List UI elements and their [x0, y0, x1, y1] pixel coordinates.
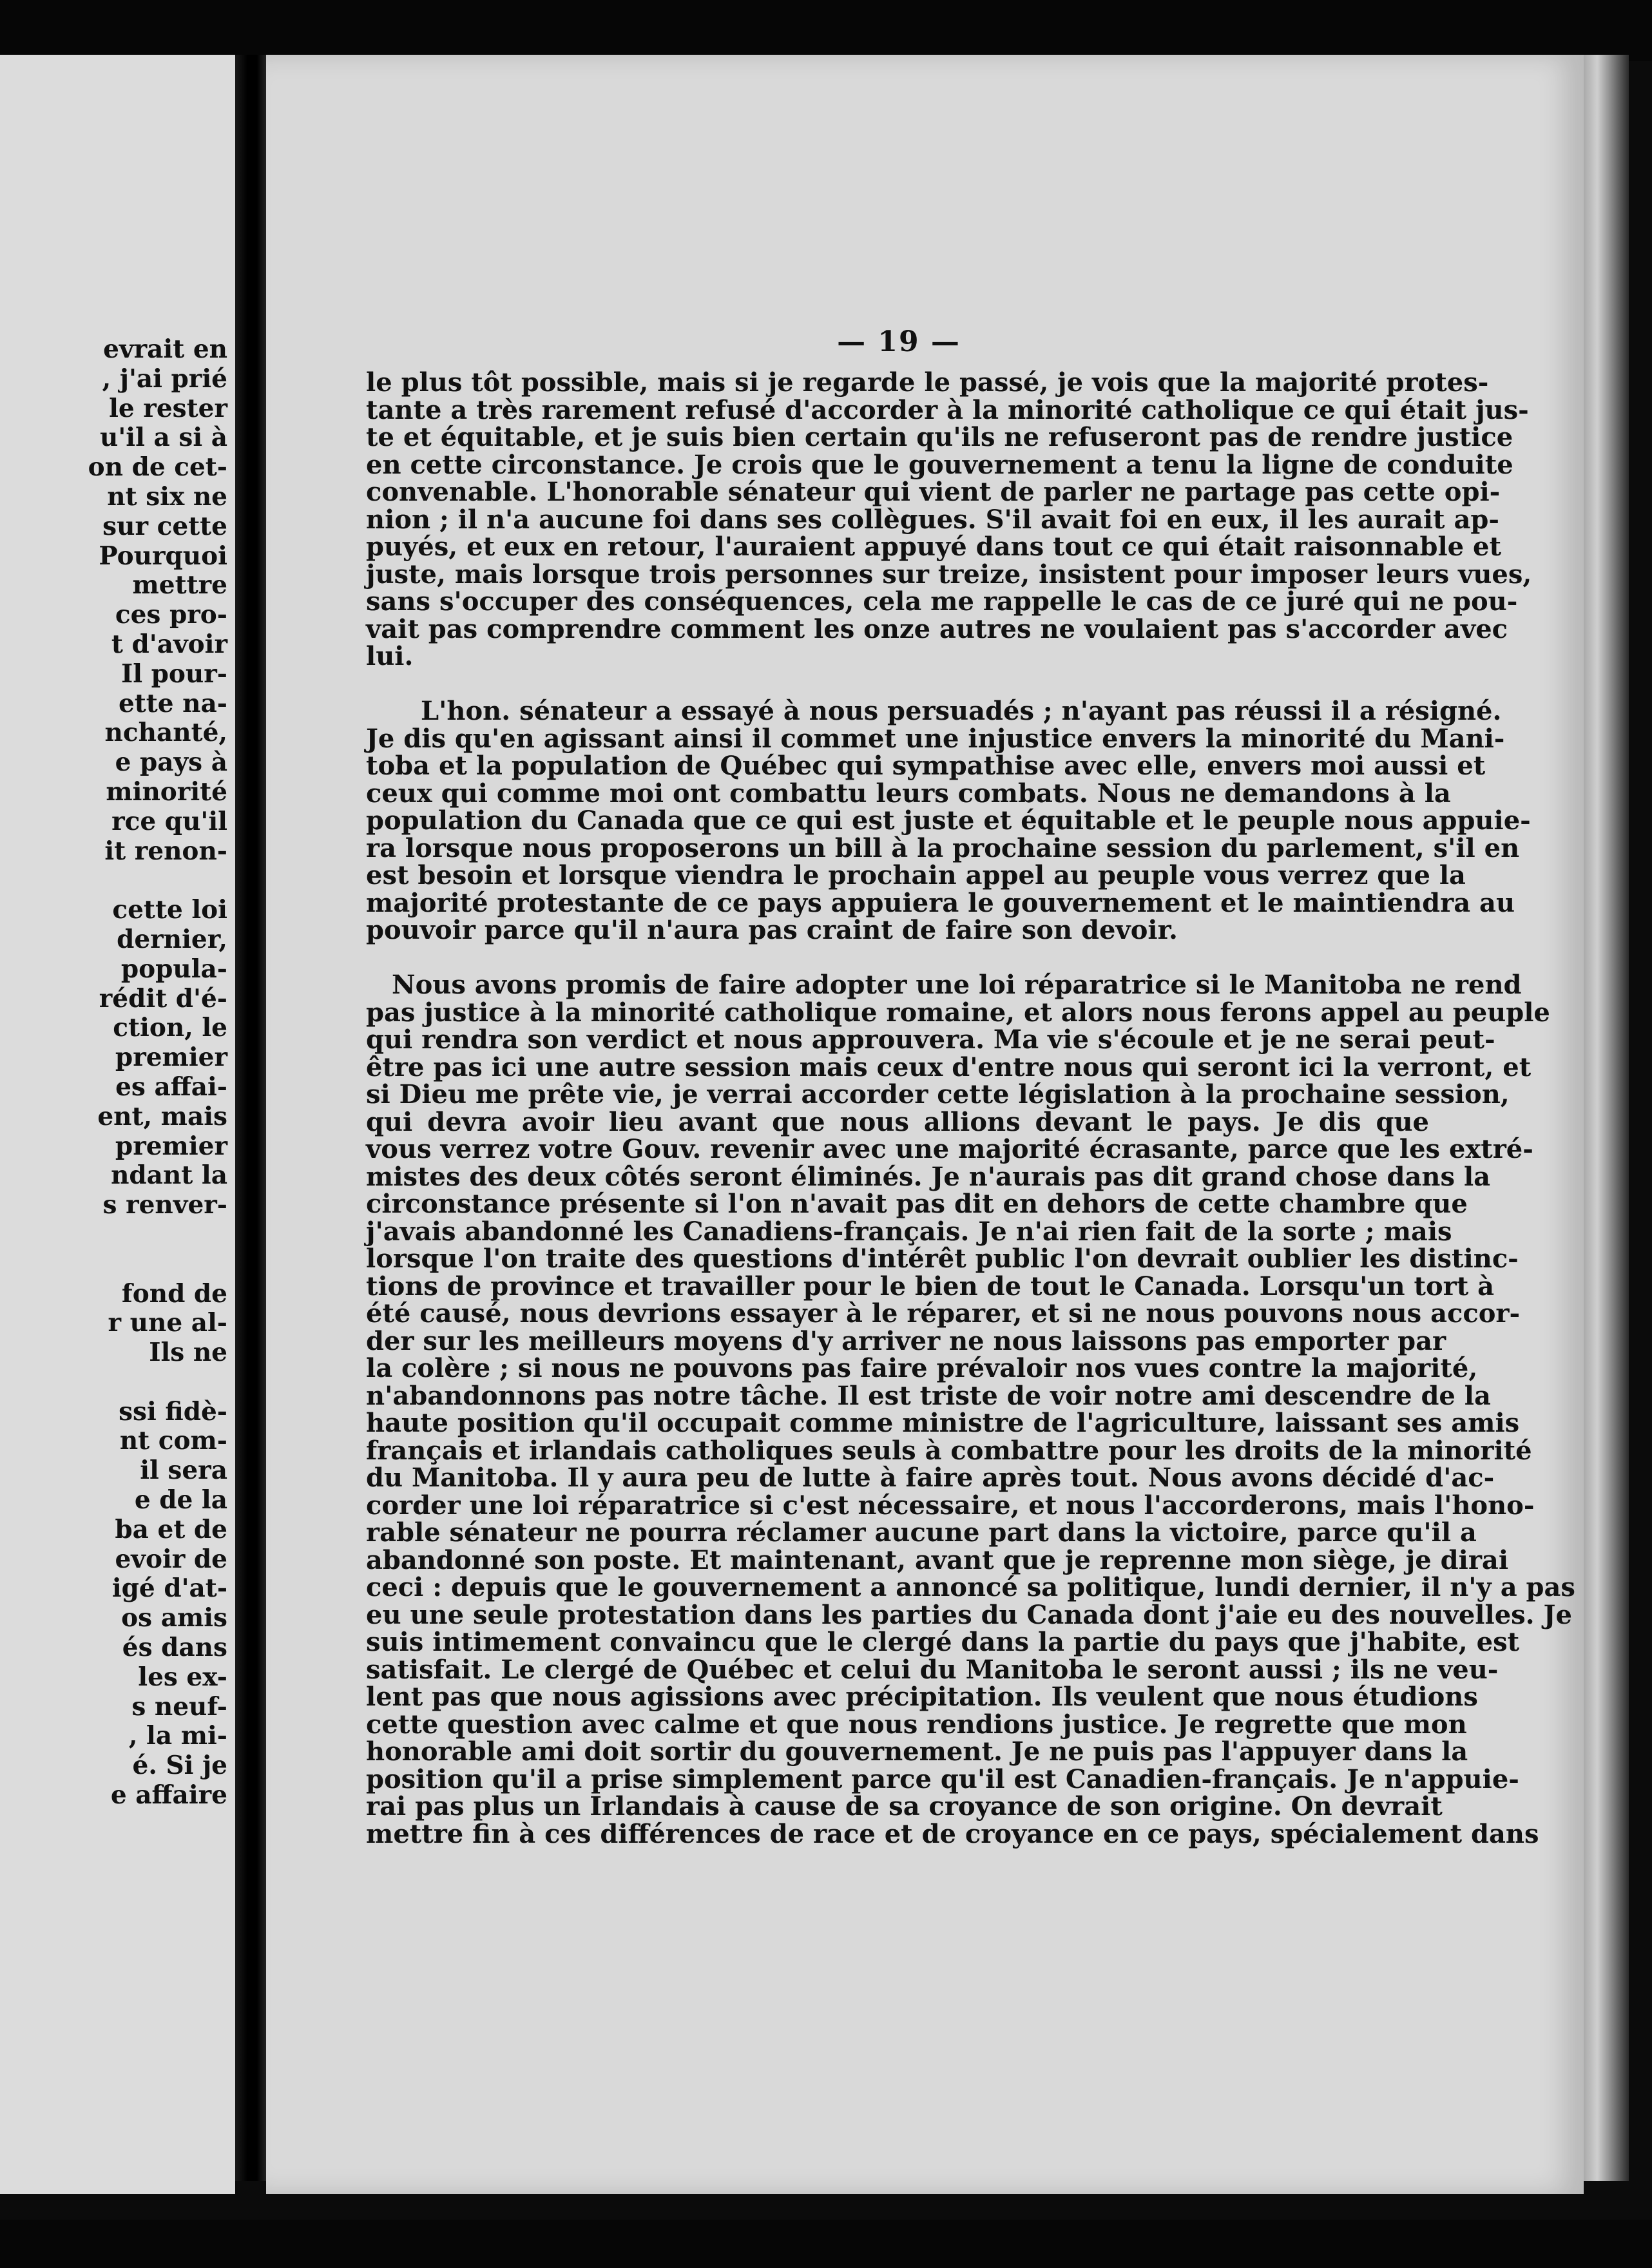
- text-line: toba et la population de Québec qui sympathise avec elle, envers moi aussi et: [366, 751, 1486, 781]
- text-line: qui devra avoir lieu avant que nous allions devant le pays. Je dis que: [366, 1106, 1429, 1137]
- left-column-line: t d'avoir: [111, 629, 227, 659]
- text-line: majorité protestante de ce pays appuiera le gouvernement et le maintiendra au: [366, 887, 1515, 918]
- text-line: rable sénateur ne pourra réclamer aucune part dans la victoire, parce qu'il a: [366, 1517, 1477, 1548]
- text-line: population du Canada que ce qui est juste et équitable et le peuple nous appuie-: [366, 805, 1531, 836]
- left-column-line: minorité: [106, 776, 227, 807]
- text-line: tante a très rarement refusé d'accorder à la minorité catholique ce qui était jus-: [366, 394, 1529, 425]
- text-line: honorable ami doit sortir du gouvernement. Je ne puis pas l'appuyer dans la: [366, 1736, 1468, 1767]
- left-column-line: ba et de: [115, 1514, 227, 1544]
- left-column-line: ette na-: [118, 688, 227, 718]
- text-line: cette question avec calme et que nous rendions justice. Je regrette que mon: [366, 1709, 1467, 1740]
- left-column-line: os amis: [121, 1603, 227, 1633]
- left-column-line: le rester: [109, 393, 227, 423]
- left-column-line: premier: [115, 1131, 227, 1161]
- text-line: en cette circonstance. Je crois que le gouvernement a tenu la ligne de conduite: [366, 449, 1513, 480]
- left-column-gap: [0, 1368, 235, 1398]
- text-line: abandonné son poste. Et maintenant, avant que je reprenne mon siège, je dirai: [366, 1544, 1509, 1575]
- text-line: être pas ici une autre session mais ceux d'entre nous qui seront ici la verront, et: [366, 1052, 1532, 1082]
- left-column-line: ssi fidè-: [119, 1396, 227, 1427]
- text-line: j'avais abandonné les Canadiens-français. Je n'ai rien fait de la sorte ; mais: [366, 1216, 1452, 1247]
- paragraph-3: [366, 970, 1575, 1849]
- text-line: lorsque l'on traite des questions d'intérêt public l'on devrait oublier les distinc-: [366, 1244, 1519, 1274]
- text-line: nion ; il n'a aucune foi dans ses collègues. S'il avait foi en eux, il les aurait ap-: [366, 504, 1499, 535]
- text-line: der sur les meilleurs moyens d'y arriver ne nous laissons pas emporter par: [366, 1325, 1446, 1356]
- left-column-line: on de cet-: [88, 452, 227, 483]
- paragraph-gap: [366, 945, 1429, 972]
- left-column-line: evoir de: [115, 1544, 227, 1574]
- text-line: est besoin et lorsque viendra le prochain appel au peuple vous verrez que la: [366, 860, 1466, 890]
- paragraph-gap: [366, 671, 1429, 698]
- left-column-line: s renver-: [102, 1190, 227, 1220]
- left-column-line: premier: [115, 1043, 227, 1073]
- text-line: suis intimement convaincu que le clergé dans la partie du pays que j'habite, est: [366, 1627, 1520, 1657]
- page-body: [366, 367, 1575, 1849]
- left-column-line: il sera: [140, 1456, 227, 1486]
- left-column-line: nt six ne: [107, 481, 227, 512]
- text-line: mettre fin à ces différences de race et de croyance en ce pays, spécialement dans: [366, 1818, 1539, 1849]
- left-column-line: ction, le: [113, 1013, 227, 1043]
- text-line: Je dis qu'en agissant ainsi il commet une injustice envers la minorité du Mani-: [366, 723, 1505, 754]
- scan-bottom-border: [0, 2220, 1652, 2268]
- left-column-line: és dans: [122, 1633, 227, 1663]
- text-line: ceci : depuis que le gouvernement a annoncé sa politique, lundi dernier, il n'y a pas: [366, 1572, 1575, 1602]
- left-column-line: igé d'at-: [111, 1573, 227, 1604]
- text-line: qui rendra son verdict et nous approuvera. Ma vie s'écoule et je ne serai peut-: [366, 1024, 1495, 1055]
- left-column-line: les ex-: [138, 1662, 227, 1692]
- left-column-line: fond de: [121, 1278, 227, 1309]
- text-line: rai pas plus un Irlandais à cause de sa croyance de son origine. On devrait: [366, 1791, 1443, 1821]
- text-line: été causé, nous devrions essayer à le réparer, et si ne nous pouvons nous accor-: [366, 1298, 1521, 1329]
- text-line: ceux qui comme moi ont combattu leurs combats. Nous ne demandons à la: [366, 778, 1451, 809]
- left-column-line: s neuf-: [131, 1691, 227, 1722]
- left-column-line: sur cette: [102, 511, 227, 541]
- left-column-line: popula-: [120, 954, 227, 984]
- text-line: du Manitoba. Il y aura peu de lutte à faire après tout. Nous avons décidé d'ac-: [366, 1463, 1495, 1493]
- scan-top-border: [0, 0, 1652, 61]
- left-column-line: ent, mais: [97, 1101, 227, 1131]
- text-line: pas justice à la minorité catholique romaine, et alors nous ferons appel au peuple: [366, 997, 1550, 1028]
- left-column-line: ndant la: [111, 1160, 227, 1191]
- text-line: lui.: [366, 641, 414, 671]
- text-line: n'abandonnons pas notre tâche. Il est triste de voir notre ami descendre de la: [366, 1380, 1491, 1411]
- left-column-line: u'il a si à: [100, 423, 227, 453]
- left-column-line: cette loi: [112, 895, 227, 925]
- text-line: si Dieu me prête vie, je verrai accorder cette législation à la prochaine session,: [366, 1079, 1510, 1110]
- left-column-text: [0, 335, 235, 1811]
- paragraph-1: [366, 367, 1532, 671]
- left-column-line: evrait en: [103, 334, 227, 364]
- text-line: le plus tôt possible, mais si je regarde le passé, je vois que la majorité protes-: [366, 367, 1489, 398]
- text-line: français et irlandais catholiques seuls à combattre pour les droits de la minorité: [366, 1435, 1532, 1466]
- text-line: mistes des deux côtés seront éliminés. Je n'aurais pas dit grand chose dans la: [366, 1161, 1491, 1192]
- text-line: haute position qu'il occupait comme ministre de l'agriculture, laissant ses amis: [366, 1408, 1520, 1438]
- text-line: satisfait. Le clergé de Québec et celui du Manitoba le seront aussi ; ils ne veu-: [366, 1654, 1499, 1685]
- left-column-line: nchanté,: [104, 718, 227, 748]
- left-column-line: e affaire: [110, 1780, 227, 1811]
- left-column-line: Pourquoi: [99, 541, 227, 571]
- left-column-line: e de la: [134, 1485, 227, 1515]
- left-column-line: e pays à: [115, 747, 227, 778]
- left-column-line: dernier,: [117, 924, 227, 954]
- page-edge: [1584, 55, 1629, 2181]
- text-line: circonstance présente si l'on n'avait pas dit en dehors de cette chambre que: [366, 1189, 1468, 1219]
- text-line: tions de province et travailler pour le bien de tout le Canada. Lorsqu'un tort à: [366, 1271, 1495, 1302]
- text-line: position qu'il a prise simplement parce qu'il est Canadien-français. Je n'appuie-: [366, 1763, 1519, 1794]
- paragraph-2: [366, 696, 1531, 945]
- left-column-line: r une al-: [108, 1308, 227, 1338]
- left-column-line: Il pour-: [120, 658, 227, 689]
- text-line: Nous avons promis de faire adopter une loi réparatrice si le Manitoba ne rend: [392, 970, 1522, 1000]
- left-column-gap: [0, 866, 235, 896]
- left-page-fragment: [0, 55, 235, 2194]
- left-column-line: , la mi-: [128, 1721, 227, 1751]
- page-number: — 19 —: [837, 325, 961, 358]
- left-column-line: rédit d'é-: [99, 983, 227, 1014]
- text-line: corder une loi réparatrice si c'est nécessaire, et nous l'accorderons, mais l'hono-: [366, 1490, 1535, 1521]
- text-line: puyés, et eux en retour, l'auraient appuyé dans tout ce qui était raisonnable et: [366, 532, 1501, 562]
- text-line: ra lorsque nous proposerons un bill à la prochaine session du parlement, s'il en: [366, 832, 1520, 863]
- text-line: la colère ; si nous ne pouvons pas faire prévaloir nos vues contre la majorité,: [366, 1353, 1478, 1383]
- text-line: sans s'occuper des conséquences, cela me rappelle le cas de ce juré qui ne pou-: [366, 586, 1518, 617]
- text-line: vait pas comprendre comment les onze autres ne voulaient pas s'accorder avec: [366, 613, 1508, 644]
- left-column-line: rce qu'il: [111, 806, 227, 836]
- left-column-line: mettre: [132, 570, 227, 601]
- left-column-line: Ils ne: [149, 1338, 227, 1368]
- text-line: vous verrez votre Gouv. revenir avec une majorité écrasante, parce que les extré-: [366, 1134, 1533, 1164]
- text-line: eu une seule protestation dans les parties du Canada dont j'aie eu des nouvelles. Je: [366, 1599, 1572, 1630]
- text-line: L'hon. sénateur a essayé à nous persuadés ; n'ayant pas réussi il a résigné.: [421, 696, 1502, 726]
- left-column-line: ces pro-: [115, 600, 227, 630]
- text-line: lent pas que nous agissions avec précipitation. Ils veulent que nous étudions: [366, 1682, 1478, 1712]
- left-column-gap: [0, 1250, 235, 1280]
- left-column-line: nt com-: [119, 1426, 227, 1456]
- left-column-gap: [0, 1220, 235, 1250]
- text-line: te et équitable, et je suis bien certain qu'ils ne refuseront pas de rendre justice: [366, 422, 1513, 452]
- text-line: juste, mais lorsque trois personnes sur treize, insistent pour imposer leurs vues,: [366, 559, 1532, 590]
- left-column-line: it renon-: [104, 836, 227, 866]
- text-line: pouvoir parce qu'il n'aura pas craint de faire son devoir.: [366, 915, 1178, 945]
- left-column-line: é. Si je: [132, 1751, 227, 1781]
- left-column-line: , j'ai prié: [102, 363, 227, 394]
- text-line: convenable. L'honorable sénateur qui vient de parler ne partage pas cette opi-: [366, 477, 1501, 507]
- book-gutter: [235, 55, 266, 2181]
- left-column-line: es affai-: [115, 1072, 227, 1102]
